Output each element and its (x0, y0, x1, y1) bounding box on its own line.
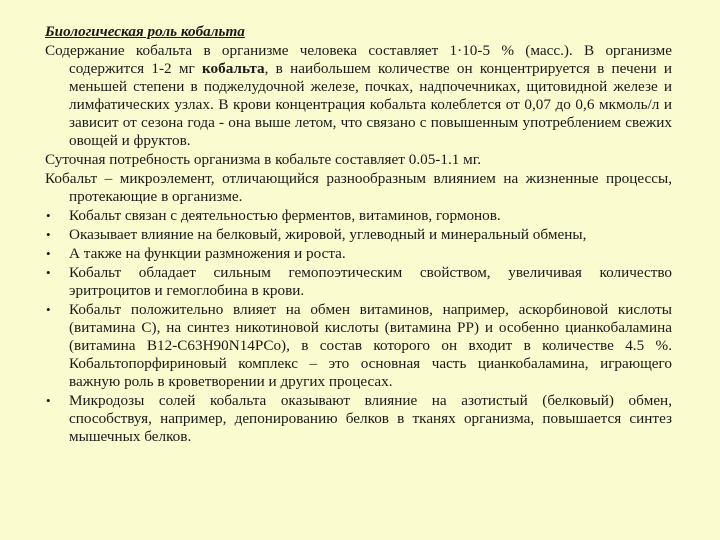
paragraph-daily-need: Суточная потребность организма в кобальте составляет 0.05-1.1 мг. (45, 151, 482, 168)
bullet-icon: • (46, 302, 51, 317)
bullet-icon: • (46, 246, 51, 261)
list-item (45, 301, 672, 391)
bullet-icon: • (46, 393, 51, 408)
list-item-text: Кобальт положительно влияет на обмен витаминов, например, аскорбиновой кислоты (витамина С), на синтез никотиновой кислоты (витамина РР) и особенно цианкобаламина (витамина В12-С63Н90N14PCo), в состав которого он входит в количестве 4.5 %. Кобальтопорфириновый комплекс – это основная часть цианкобаламина, играющего важную роль в кроветворении и других процесах. (69, 301, 672, 390)
list-item (45, 207, 672, 225)
paragraph-text: Содержание кобальта в организме человека составляет 1·10-5 % (масс.). В организме содержится 1-2 мг (45, 42, 672, 77)
bullet-list (45, 207, 672, 446)
bullet-icon: • (46, 265, 51, 280)
paragraph-microelement: Кобальт – микроэлемент, отличающийся разнообразным влиянием на жизненные процессы, протекающие в организме. (45, 170, 672, 205)
bullet-icon: • (46, 227, 51, 242)
slide-title: Биологическая роль кобальта (45, 23, 245, 40)
bullet-icon: • (46, 208, 51, 223)
list-item-text: А также на функции размножения и роста. (69, 245, 346, 262)
list-item-text: Микродозы солей кобальта оказывают влияние на азотистый (белковый) обмен, способствуя, например, депонированию белков в тканях организма, повышается синтез мышечных белков. (69, 392, 672, 445)
list-item-text: Оказывает влияние на белковый, жировой, углеводный и минеральный обмены, (69, 226, 587, 243)
list-item (45, 392, 672, 446)
list-item (45, 245, 672, 263)
paragraph-text-rest: , в наибольшем количестве он концентрируется в печени и меньшей степени в поджелудочной железе, почках, надпочечниках, щитовидной железе и лимфатических узлах. В крови концентрация кобальта колеблется от 0,07 до 0,6 мкмоль/л и зависит от сезона года - она выше летом, что связано с повышенным употреблением свежих овощей и фруктов. (69, 60, 672, 149)
list-item (45, 264, 672, 300)
list-item-text: Кобальт связан с деятельностью ферментов, витаминов, гормонов. (69, 207, 501, 224)
list-item (45, 226, 672, 244)
list-item-text: Кобальт обладает сильным гемопоэтическим свойством, увеличивая количество эритроцитов и гемоглобина в крови. (69, 264, 672, 299)
bold-term: кобальта (201, 60, 265, 77)
paragraph-cobalt-content (45, 42, 672, 150)
